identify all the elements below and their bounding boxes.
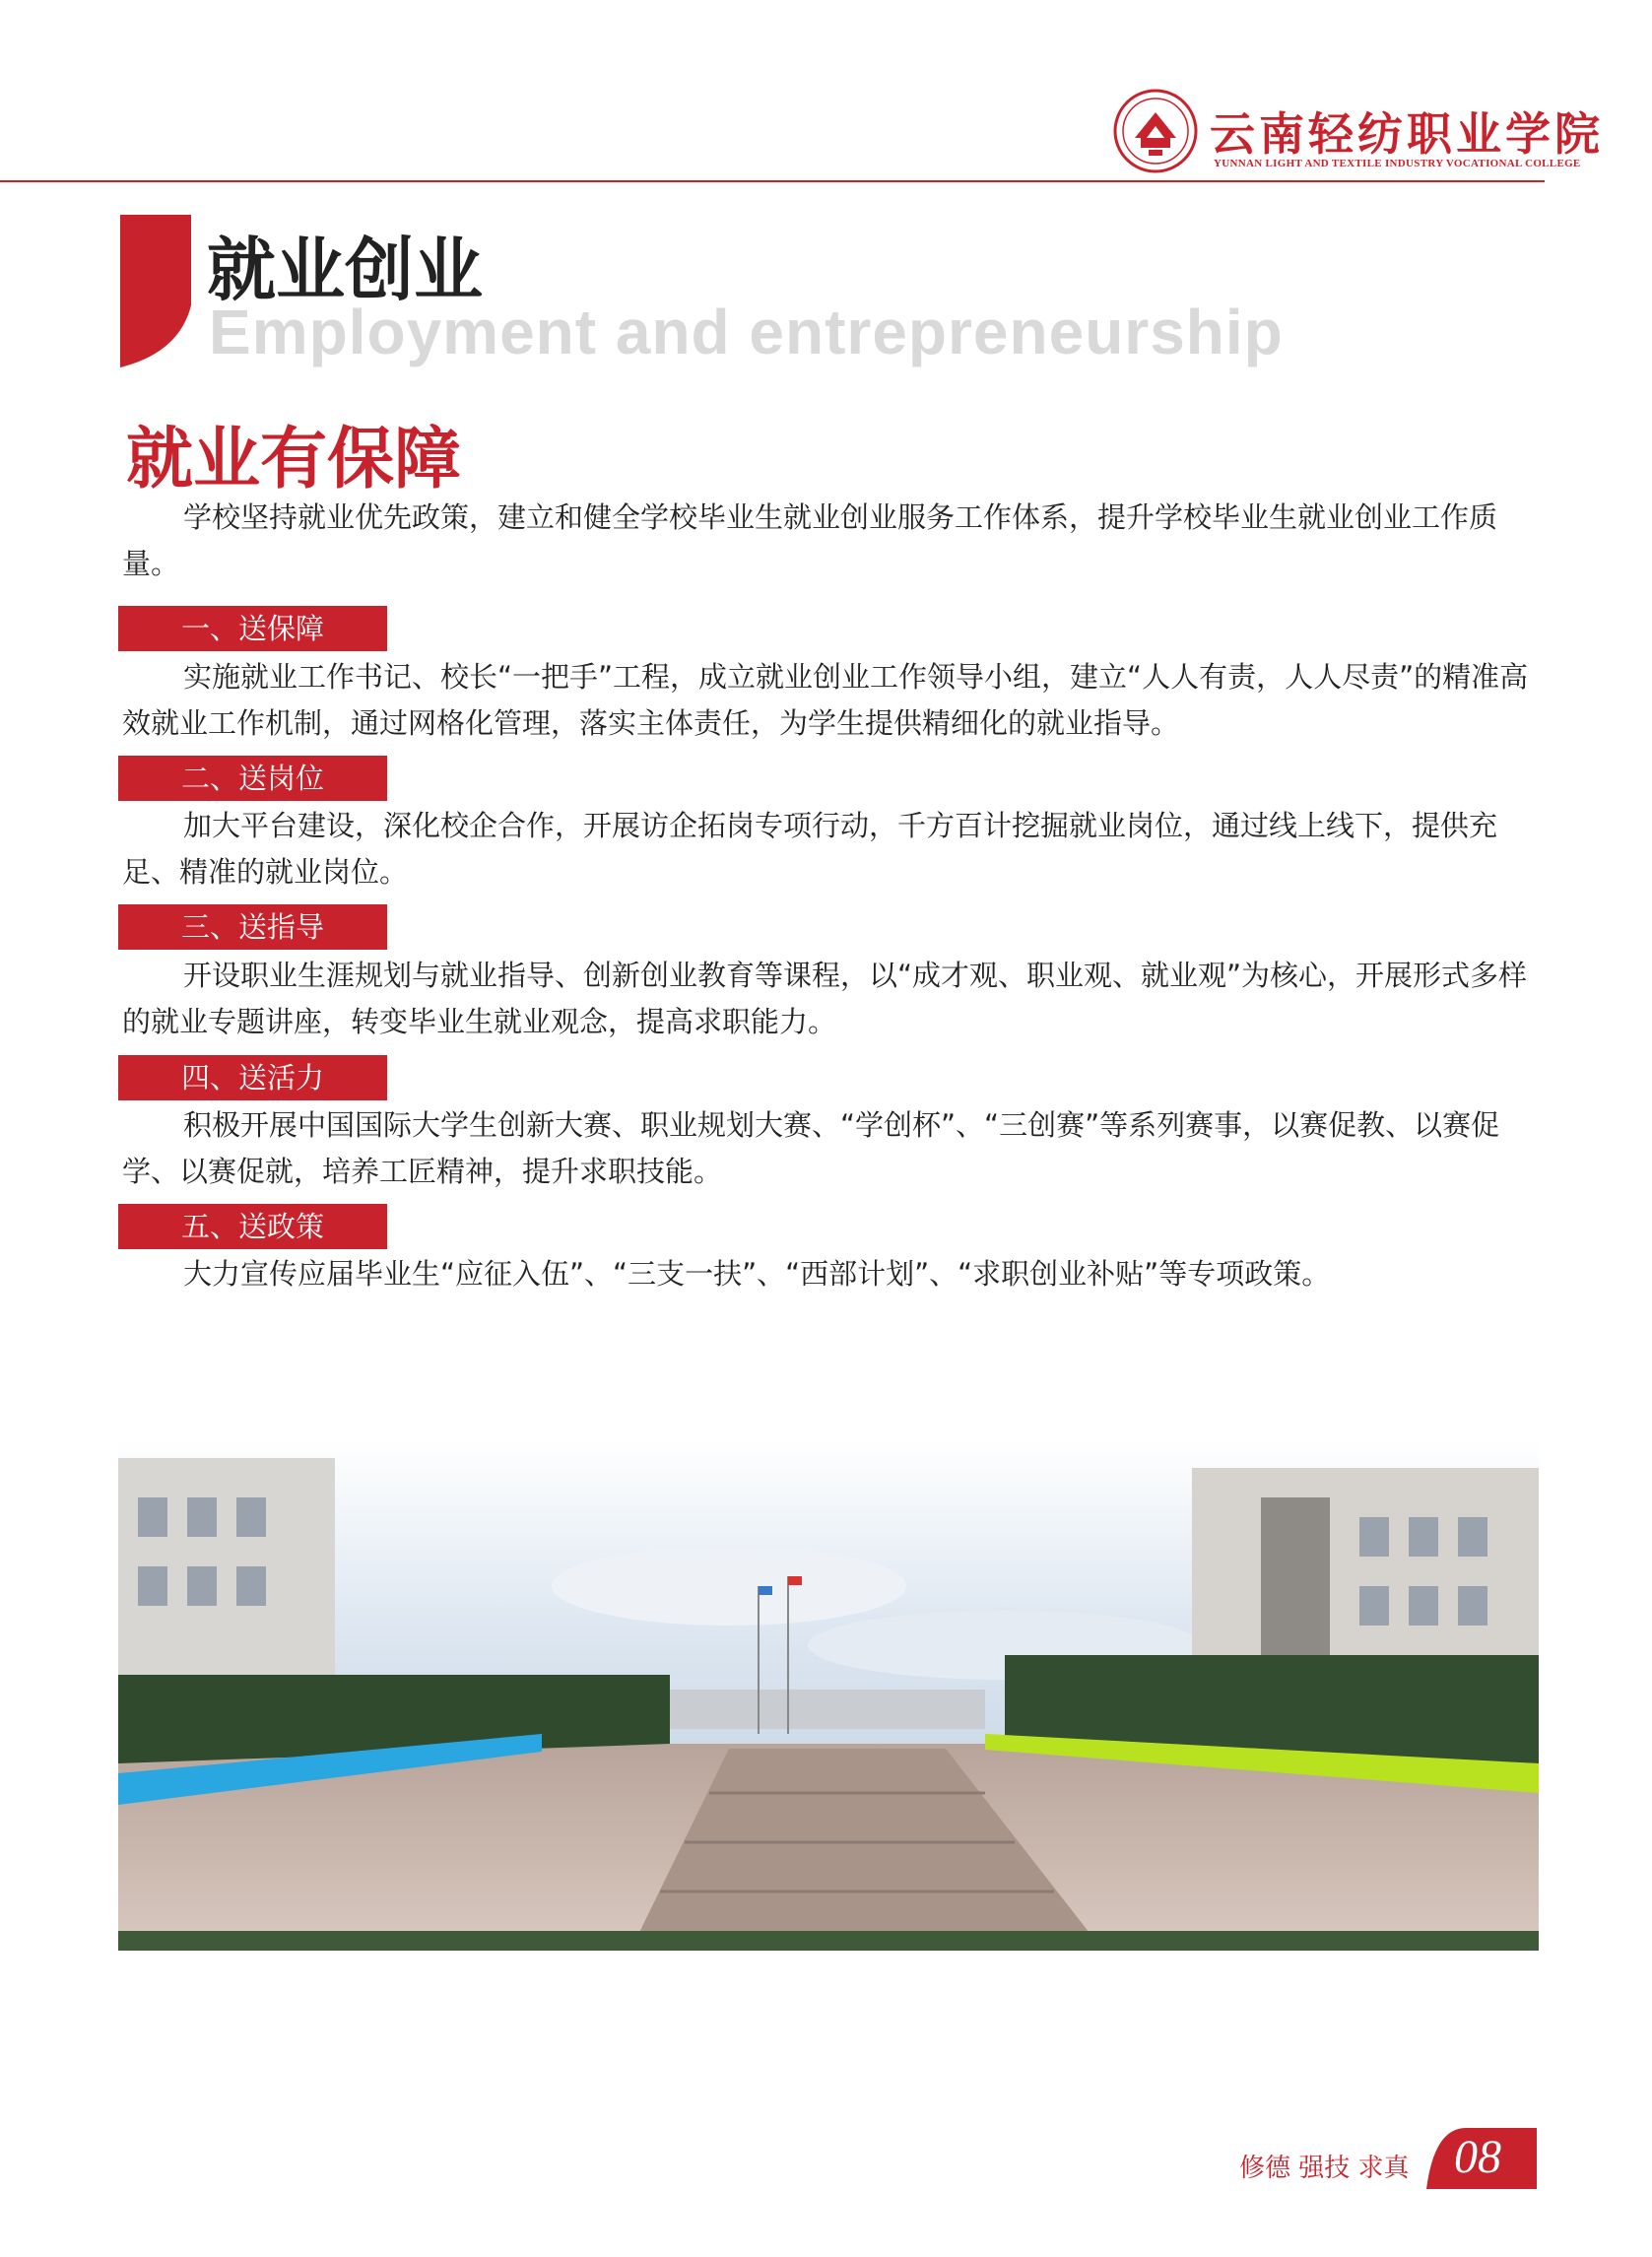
item-text-1: 实施就业工作书记、校长“一把手”工程，成立就业创业工作领导小组，建立“人人有责，人人尽责”的精准高效就业工作机制，通过网格化管理，落实主体责任，为学生提供精细化的就业指导。 xyxy=(122,660,1529,740)
page-number: 08 xyxy=(1454,2131,1501,2183)
section-title-en: Employment and entrepreneurship xyxy=(209,297,1284,367)
section-subtitle: 就业有保障 xyxy=(126,421,462,498)
item-text-4: 积极开展中国国际大学生创新大赛、职业规划大赛、“学创杯”、“三创赛”等系列赛事，以赛促教、以赛促学、以赛促就，培养工匠精神，提升求职技能。 xyxy=(122,1108,1500,1188)
item-tag-1: 一、送保障 xyxy=(118,606,387,651)
college-seal-logo xyxy=(1113,89,1198,173)
section-title: 就业创业 xyxy=(207,230,483,310)
college-name-cn: 云南轻纺职业学院 xyxy=(1210,107,1604,161)
item-text-2: 加大平台建设，深化校企合作，开展访企拓岗专项行动，千方百计挖掘就业岗位，通过线上线下，提供充足、精准的就业岗位。 xyxy=(122,809,1498,889)
college-name-en: YUNNAN LIGHT AND TEXTILE INDUSTRY VOCATIONAL COLLEGE xyxy=(1214,158,1581,169)
item-text-5: 大力宣传应届毕业生“应征入伍”、“三支一扶”、“西部计划”、“求职创业补贴”等专项政策。 xyxy=(183,1257,1331,1291)
item-tag-4: 四、送活力 xyxy=(118,1055,387,1100)
item-tag-2: 二、送岗位 xyxy=(118,756,387,801)
item-tag-5: 五、送政策 xyxy=(118,1204,387,1249)
college-motto: 修德 强技 求真 xyxy=(1239,2154,1410,2183)
item-tag-3: 三、送指导 xyxy=(118,904,387,950)
item-text-3: 开设职业生涯规划与就业指导、创新创业教育等课程，以“成才观、职业观、就业观”为核心，开展形式多样的就业专题讲座，转变毕业生就业观念，提高求职能力。 xyxy=(122,959,1528,1038)
title-accent-bar xyxy=(120,215,191,367)
header-rule xyxy=(0,180,1545,182)
intro-paragraph: 学校坚持就业优先政策，建立和健全学校毕业生就业创业服务工作体系，提升学校毕业生就业创业工作质量。 xyxy=(122,500,1498,580)
campus-plaza-photo xyxy=(118,1438,1539,1951)
